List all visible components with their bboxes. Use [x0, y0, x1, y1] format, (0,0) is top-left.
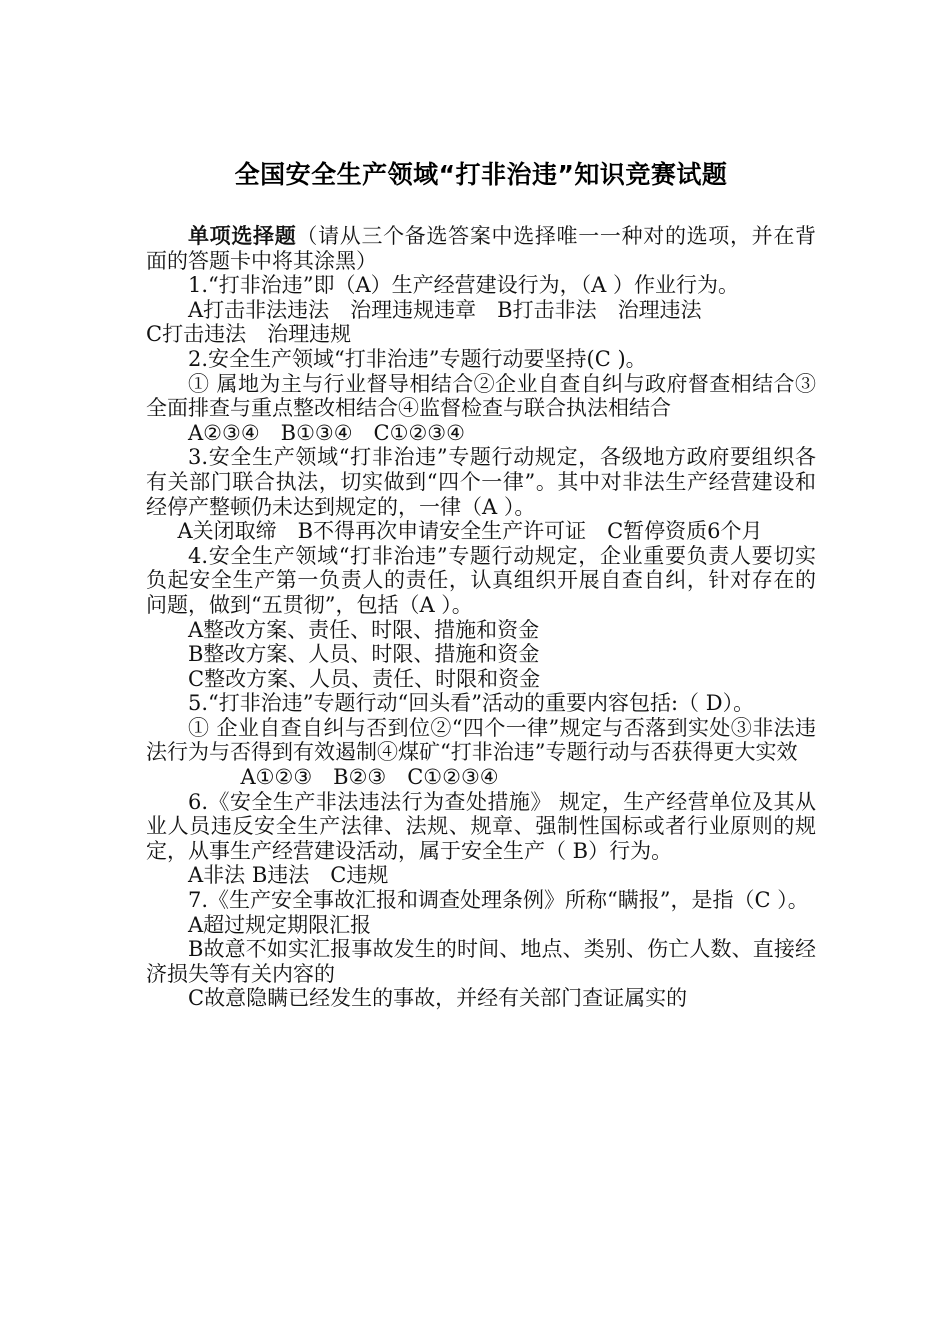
question-body — [146, 224, 816, 1011]
answer-option: C故意隐瞒已经发生的事故，并经有关部门查证属实的 — [188, 986, 688, 1011]
question-stem: 3.安全生产领域“打非治违”专题行动规定，各级地方政府要组织各有关部门联合执法，切实做到“四个一律”。其中对非法生产经营建设和经停产整顿仍未达到规定的，一律（A ）。 — [146, 445, 816, 519]
question-detail: ① 企业自查自纠与否到位②“四个一律”规定与否落到实处③非法违法行为与否得到有效遏制④煤矿“打非治违”专题行动与否获得更大实效 — [146, 715, 816, 765]
answer-option: B故意不如实汇报事故发生的时间、地点、类别、伤亡人数、直接经济损失等有关内容的 — [146, 937, 816, 986]
question-stem: 5.“打非治违”专题行动“回头看”活动的重要内容包括:（ D）。 — [188, 691, 755, 716]
question-stem: 2.安全生产领域“打非治违”专题行动要坚持(C )。 — [188, 346, 647, 371]
question-detail: ① 属地为主与行业督导相结合②企业自查自纠与政府督查相结合③全面排查与重点整改相结合④监督检查与联合执法相结合 — [146, 371, 816, 421]
section-intro — [146, 224, 816, 273]
answer-option: C打击违法 治理违规 — [146, 322, 352, 347]
answer-option: C整改方案、人员、责任、时限和资金 — [188, 666, 541, 691]
answer-option: A非法 B违法 C违规 — [188, 863, 389, 888]
question-stem: 7.《生产安全事故汇报和调查处理条例》所称“瞒报”，是指（C ）。 — [188, 888, 809, 913]
answer-option: A①②③ B②③ C①②③④ — [240, 765, 499, 790]
answer-option: A②③④ B①③④ C①②③④ — [188, 420, 465, 445]
question-stem: 4.安全生产领域“打非治违”专题行动规定，企业重要负责人要切实负起安全生产第一负责人的责任，认真组织开展自查自纠，针对存在的问题，做到“五贯彻”，包括（A ）。 — [146, 543, 816, 617]
page-title: 全国安全生产领域“打非治违”知识竞赛试题 — [234, 160, 728, 189]
section-instruction: （请从三个备选答案中选择唯一一种对的选项，并在背面的答题卡中将其涂黑） — [146, 224, 817, 273]
answer-option: A整改方案、责任、时限、措施和资金 — [188, 617, 540, 642]
section-heading: 单项选择题 — [188, 224, 297, 248]
answer-option: A关闭取缔 B不得再次申请安全生产许可证 C暂停资质6个月 — [177, 519, 763, 544]
answer-option: A打击非法违法 治理违规违章 B打击非法 治理违法 — [188, 297, 702, 322]
answer-option: B整改方案、人员、时限、措施和资金 — [188, 642, 540, 667]
question-stem: 6.《安全生产非法违法行为查处措施》 规定，生产经营单位及其从业人员违反安全生产法律、法规、规章、强制性国标或者行业原则的规定，从事生产经营建设活动，属于安全生产（ B）行为。 — [146, 789, 816, 863]
question-stem: 1.“打非治违”即（A）生产经营建设行为，（A ）作业行为。 — [188, 273, 740, 298]
answer-option: A超过规定期限汇报 — [188, 912, 372, 937]
